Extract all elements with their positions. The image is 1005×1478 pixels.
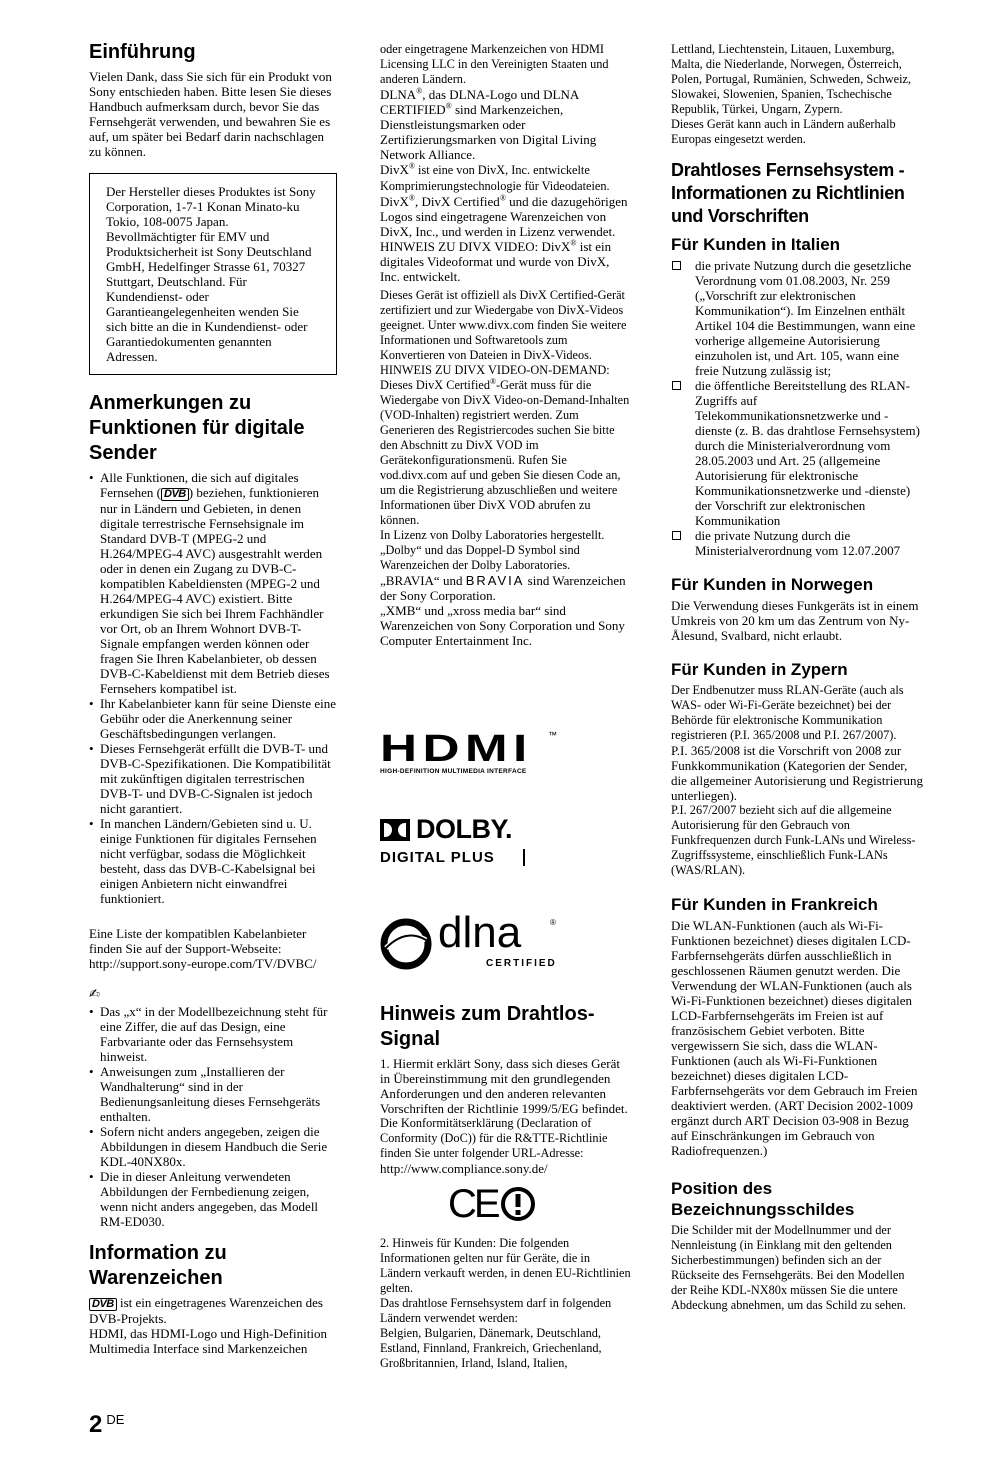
position-text: Die Schilder mit der Modellnummer und der Nennleistung (in Einklang mit den geltenden Sicherbestimmungen) befinden sich an der Rückseite des Fernsehgeräts. Bei den Modellen der Reihe KDL-NX80x müssen Sie die untere Abdeckung abnehmen, um das Schild zu sehen. [671, 1223, 906, 1312]
cable-list-text: Eine Liste der kompatiblen Kabelanbieter finden Sie auf der Support-Webseite: [89, 926, 307, 956]
list-item: die öffentliche Bereitstellung des RLAN-Zugriffs auf Telekommunikationsnetzwerke und -dienste (z. B. das drahtlose Fernsehsystem) durch die Ministerialverordnung vom 28.05.2003 und Art. 25 (allgemeine Autorisierung für elektronische Kommunikationsnetzwerke und -dienste) der Vorschrift zur elektronischen Kommunikation [671, 378, 923, 528]
dolby-license: In Lizenz von Dolby Laboratories hergestellt. „Dolby“ und das Doppel-D Symbol sind Warenzeichen der Dolby Laboratories. [380, 528, 605, 572]
dolby-dd-icon [380, 819, 410, 841]
alert-icon [500, 1186, 536, 1222]
norwegen-text: Die Verwendung dieses Funkgeräts ist in einem Umkreis von 20 km um das Zentrum von Ny-Ålesund, Svalbard, nicht erlaubt. [671, 598, 919, 643]
notes-list [89, 1004, 337, 1229]
dlna-logo: dlna ® CERTIFIED [380, 916, 560, 976]
hdmi-subtitle: HIGH-DEFINITION MULTIMEDIA INTERFACE [380, 768, 527, 775]
page-number [89, 1411, 124, 1439]
heading-einfuehrung: Einführung [89, 41, 196, 63]
column-left [89, 40, 337, 1356]
checkbox-icon [672, 261, 681, 270]
hdmi-trademark-cont: oder eingetragene Markenzeichen von HDMI Licensing LLC in den Vereinigten Staaten und anderen Ländern. [380, 42, 609, 86]
ce-logo: CE [448, 1182, 498, 1226]
heading-anmerkungen: Anmerkungen zu Funktionen für digitale Sender [89, 392, 305, 464]
xmb-trademark: „XMB“ und „xross media bar“ sind Warenzeichen von Sony Corporation und Sony Computer Entertainment Inc. [380, 603, 625, 648]
note-icon: ✍ [89, 987, 100, 1002]
dvb-logo: DVB [161, 488, 189, 501]
hdmi-logo [380, 728, 560, 775]
heading-zypern: Für Kunden in Zypern [671, 660, 848, 679]
dlna-logo-text: dlna [438, 908, 522, 957]
list-item: • Ihr Kabelanbieter kann für seine Dienste eine Gebühr oder die Anerkennung seiner Geschäftsbedingungen verlangen. [89, 696, 337, 741]
zypern-p2: P.I. 365/2008 ist die Vorschrift von 2008 zur Funkkommunikation (Kategorien der Sender, die allgemeiner Autorisierung und Registrierung unterliegen). [671, 743, 923, 803]
dolby-logo [380, 816, 530, 876]
frankreich-text: Die WLAN-Funktionen (auch als Wi-Fi-Funktionen bezeichnet) dieses digitalen LCD-Farbfernsehgeräts dürfen ausschließlich in geschlossenen Räumen genutzt werden. Die Verwendung der WLAN-Funktionen (auch als Wi-Fi-Funktionen bezeichnet) dieses digitalen LCD-Farbfernsehgeräts im Freien ist auf französischem Gebiet verboten. Bitte vergewissern Sie sich, dass die WLAN-Funktionen (auch als Wi-Fi-Funktionen bezeichnet) dieses digitalen LCD-Farbfernsehgeräts vor dem Gebrauch im Freien deaktiviert werden. (ART Decision 2002-1009 ergänzt durch ART Decision 03-908 in Bezug auf Einschränkungen im Gebrauch von Radiofrequenzen.) [671, 918, 918, 1158]
zypern-p3: P.I. 267/2007 bezieht sich auf die allgemeine Autorisierung für den Gebrauch von Funkfrequenzen durch Funk-LANs und Wireless-Zugriffssysteme, einschließlich Funk-LANs (WAS/RLAN). [671, 803, 916, 877]
wireless-countries: Belgien, Bulgarien, Dänemark, Deutschland, Estland, Finnland, Frankreich, Griechenland, Großbritannien, Irland, Island, Italien, [380, 1326, 602, 1370]
heading-drahtloses-fernsehsystem: Drahtloses Fernsehsystem - Informationen zu Richtlinien und Vorschriften [671, 160, 905, 226]
hdmi-tm: ™ [548, 730, 557, 740]
wireless-p4: 2. Hinweis für Kunden: Die folgenden Informationen gelten nur für Geräte, die in Ländern verkauft werden, in denen EU-Richtlinien gelten. [380, 1236, 631, 1295]
page-language: DE [106, 1412, 125, 1427]
trademark-hdmi: HDMI, das HDMI-Logo und High-Definition Multimedia Interface sind Markenzeichen [89, 1326, 327, 1356]
list-item: die private Nutzung durch die Ministerialverordnung vom 12.07.2007 [671, 528, 923, 558]
dlna-swirl-icon [380, 918, 432, 970]
compliance-url: http://www.compliance.sony.de/ [380, 1161, 548, 1176]
column-right [671, 42, 923, 1313]
heading-italien: Für Kunden in Italien [671, 235, 841, 254]
bravia-trademark: „BRAVIA“ und BRAVIA sind Warenzeichen der Sony Corporation. [380, 573, 626, 603]
digital-notes-list [89, 470, 337, 906]
divx-video-note: HINWEIS ZU DIVX VIDEO: DivX® ist ein digitales Videoformat und wurde von DivX, Inc. entwickelt. [380, 238, 612, 284]
trademark-dvb [89, 1295, 337, 1326]
wireless-p2: Die Konformitätserklärung (Declaration of Conformity (DoC)) für die R&TTE-Richtlinie finden Sie unter folgender URL-Adresse: [380, 1116, 608, 1160]
support-url: http://support.sony-europe.com/TV/DVBC/ [89, 956, 317, 971]
column-middle [380, 42, 632, 1370]
italien-list [671, 258, 923, 558]
divx-trademark: DivX®, DivX Certified® und die dazugehörigen Logos sind eingetragene Warenzeichen von DivX, Inc., und werden in Lizenz verwendet. [380, 193, 628, 239]
divx-info: DivX® ist eine von DivX, Inc. entwickelte Komprimierungstechnologie für Videodateien. [380, 161, 610, 193]
outside-europe-note: Dieses Gerät kann auch in Ländern außerhalb Europas eingesetzt werden. [671, 117, 896, 146]
heading-norwegen: Für Kunden in Norwegen [671, 575, 874, 594]
trademark-text: ist ein eingetragenes Warenzeichen des DVB-Projekts. [89, 1295, 323, 1326]
page-number-value: 2 [89, 1411, 103, 1438]
zypern-p1: Der Endbenutzer muss RLAN-Geräte (auch als WAS- oder Wi-Fi-Geräte bezeichnet) bei der Behörde für elektronische Kommunikation registrieren (P.I. 365/2008 und P.I. 267/2007). [671, 683, 904, 742]
dlna-subtitle: CERTIFIED [486, 958, 557, 969]
bullet-text: ) beziehen, funktionieren nur in Ländern und Gebieten, in denen digitale terrestrische Fernsehsignale im Standard DVB-T (MPEG-2 und H.264/MPEG-4 AVC) ausgestrahlt werden oder in denen ein Zugang zu DVB-C-kompatiblen Kabeldiensten (MPEG-2 und H.264/MPEG-4 AVC) existiert. Bitte erkundigen Sie sich bei Ihrem Fachhändler vor Ort, ob an Ihrem Wohnort DVB-T-Signale empfangen werden können oder fragen Sie Ihren Kabelanbieter, ob dessen DVB-C-Kabeldienst mit dem Betrieb dieses Fernsehers kompatibel ist. [100, 485, 330, 696]
heading-warenzeichen: Information zu Warenzeichen [89, 1242, 227, 1289]
list-item: die private Nutzung durch die gesetzliche Verordnung vom 01.08.2003, Nr. 259 („Vorschrift zur elektronischen Kommunikation“). Im Einzelnen enthält Artikel 104 die Bestimmungen, wann eine vorherige allgemeine Autorisierung einzuholen ist, und Art. 105, wann eine freie Nutzung zulässig ist; [671, 258, 923, 378]
dlna-trademark: DLNA®, das DLNA-Logo und DLNA CERTIFIED® sind Markenzeichen, Dienstleistungsmarken oder Zertifizierungsmarken von Digital Living Network Alliance. [380, 86, 597, 162]
checkbox-icon [672, 531, 681, 540]
list-item: • Sofern nicht anders angegeben, zeigen die Abbildungen in diesem Handbuch die Serie KDL-40NX80x. [89, 1124, 337, 1169]
bullet-text: Alle Funktionen, die sich auf digitales Fernsehen ( [100, 470, 299, 500]
wireless-p5: Das drahtlose Fernsehsystem darf in folgenden Ländern verwendet werden: [380, 1296, 612, 1325]
manufacturer-box [89, 173, 337, 375]
divx-certified-info: Dieses Gerät ist offiziell als DivX Certified-Gerät zertifiziert und zur Wiedergabe von DivX-Videos geeignet. Unter www.divx.com finden Sie weitere Informationen und Softwaretools zum Konvertieren von Dateien in DivX-Videos. [380, 288, 627, 362]
hdmi-logo-text: HDMI [380, 728, 533, 770]
heading-frankreich: Für Kunden in Frankreich [671, 895, 878, 914]
dolby-subtitle: DIGITAL PLUS [380, 849, 525, 866]
list-item: • In manchen Ländern/Gebieten sind u. U. einige Funktionen für digitales Fernsehen nicht verfügbar, sodass die Möglichkeit besteht, dass das DVB-C-Kabelsignal bei einigen Anbietern nicht einwandfrei funktioniert. [89, 816, 337, 906]
divx-vod-note: HINWEIS ZU DIVX VIDEO-ON-DEMAND: Dieses DivX Certified®-Gerät muss für die Wiedergabe von DivX Video-on-Demand-Inhalten (VOD-Inhalten) registriert werden. Zum Generieren des Registriercodes suchen Sie bitte den Abschnitt zu DivX VOD im Gerätekonfigurationsmenü. Rufen Sie vod.divx.com auf und geben Sie diesen Code an, um die Registrierung abzuschließen und weitere Informationen über DivX VOD abrufen zu können. [380, 363, 630, 527]
checkbox-icon [672, 381, 681, 390]
heading-position-schild: Position des Bezeichnungsschildes [671, 1179, 855, 1219]
list-item: • Anweisungen zum „Installieren der Wandhalterung“ sind in der Bedienungsanleitung dieses Fernsehgeräts enthalten. [89, 1064, 337, 1124]
countries-cont: Lettland, Liechtenstein, Litauen, Luxemburg, Malta, die Niederlande, Norwegen, Österreich, Polen, Portugal, Rumänien, Schweden, Schweiz, Slowakei, Slowenien, Spanien, Tschechische Republik, Türkei, Ungarn, Zypern. [671, 42, 912, 116]
intro-paragraph: Vielen Dank, dass Sie sich für ein Produkt von Sony entschieden haben. Bitte lesen Sie dieses Handbuch aufmerksam durch, bevor Sie das Fernsehgerät verwenden, und bewahren Sie es auf, um später bei Bedarf darin nachschlagen zu können. [89, 69, 332, 159]
ce-mark [380, 1176, 632, 1236]
bravia-logo: BRAVIA [465, 573, 525, 588]
dvb-logo: DVB [89, 1298, 117, 1311]
manufacturer-text: Der Hersteller dieses Produktes ist Sony Corporation, 1-7-1 Konan Minato-ku Tokio, 108-0075 Japan. Bevollmächtigter für EMV und Produktsicherheit ist Sony Deutschland GmbH, Hedelfinger Strasse 61, 70327 Stuttgart, Deutschland. Für Kundendienst- oder Garantieangelegenheiten wenden Sie sich bitte an die in Kundendienst- oder Garantiedokumenten genannten Adressen. [106, 184, 316, 364]
list-item [89, 470, 337, 696]
list-item: • Die in dieser Anleitung verwendeten Abbildungen der Fernbedienung zeigen, wenn nicht anders angegeben, das Modell RM-ED030. [89, 1169, 337, 1229]
heading-drahtlos-signal: Hinweis zum Drahtlos-Signal [380, 1003, 595, 1050]
list-item: • Dieses Fernsehgerät erfüllt die DVB-T- und DVB-C-Spezifikationen. Die Kompatibilität mit zukünftigen digitalen terrestrischen DVB-T- und DVB-C-Signalen ist jedoch nicht garantiert. [89, 741, 337, 816]
list-item: • Das „x“ in der Modellbezeichnung steht für eine Ziffer, die auf das Design, eine Farbvariante oder das Fernsehsystem hinweist. [89, 1004, 337, 1064]
dolby-logo-text: DOLBY. [416, 814, 513, 844]
wireless-p1: 1. Hiermit erklärt Sony, dass sich dieses Gerät in Übereinstimmung mit den grundlegenden Anforderungen und den anderen relevanten Vorschriften der Richtlinie 1999/5/EG befindet. [380, 1056, 628, 1116]
